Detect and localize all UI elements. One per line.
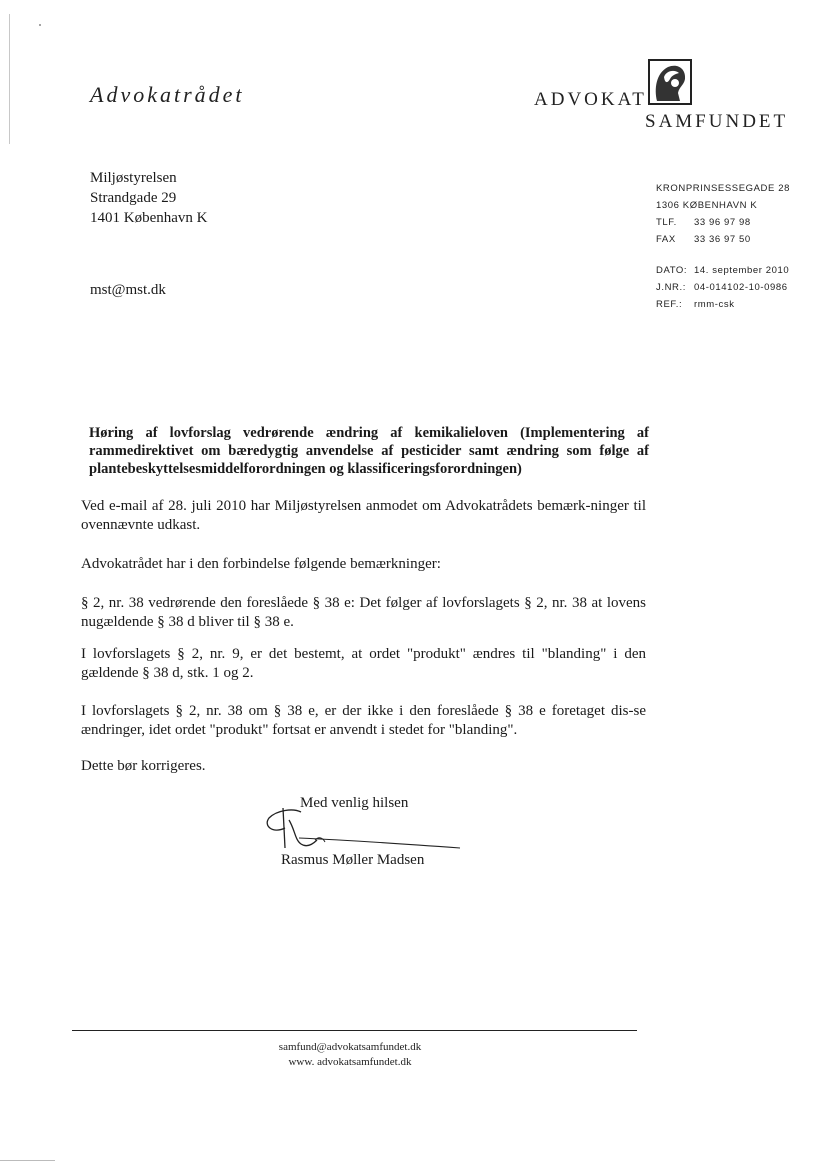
- scan-bottom-mark: [0, 1160, 55, 1161]
- recipient-address: [90, 168, 207, 228]
- fax-value: 33 36 97 50: [694, 234, 751, 245]
- body-paragraph-6: Dette bør korrigeres.: [81, 758, 206, 774]
- fax-label: FAX: [656, 234, 676, 245]
- advokatraadet-brand: Advokatrådet: [90, 82, 245, 107]
- sender-contact-block: [656, 180, 790, 313]
- footer-divider: [72, 1030, 637, 1031]
- body-paragraph-3: § 2, nr. 38 vedrørende den foreslåede § 38 e: Det følger af lovforslagets § 2, nr. 38 at lovens nugældende § 38 d bliver til § 38 e.: [81, 595, 646, 630]
- footer-email: samfund@advokatsamfundet.dk: [278, 1041, 422, 1053]
- tlf-value: 33 96 97 98: [694, 217, 751, 228]
- body-paragraph-5: I lovforslagets § 2, nr. 38 om § 38 e, er der ikke i den foreslåede § 38 e foretaget dis-se ændringer, idet ordet "produkt" fortsat er anvendt i stedet for "blanding".: [81, 703, 646, 738]
- body-paragraph-4: I lovforslagets § 2, nr. 9, er det bestemt, at ordet "produkt" ændres til "blanding" i den gældende § 38 d, stk. 1 og 2.: [81, 646, 646, 681]
- scan-edge-mark: [9, 14, 10, 144]
- letter-subject: Høring af lovforslag vedrørende ændring af kemikalieloven (Implementering af rammedirektivet om bæredygtig anvendelse af pesticider samt ændring som følge af plantebeskyttelsesmiddelforordningen og klassificeringsforordningen): [89, 425, 649, 477]
- logo-text-advokat: ADVOKAT: [534, 89, 647, 110]
- tlf-label: TLF.: [656, 217, 677, 228]
- recipient-street: Strandgade 29: [90, 190, 177, 206]
- footer-web: www. advokatsamfundet.dk: [288, 1056, 412, 1068]
- jnr-row: [656, 279, 790, 296]
- advokatsamfundet-logo-icon: [648, 59, 692, 105]
- logo-text-samfundet: SAMFUNDET: [645, 111, 789, 132]
- recipient-city: 1401 København K: [90, 210, 208, 226]
- handwritten-signature: [255, 800, 465, 860]
- dato-value: 14. september 2010: [694, 265, 790, 276]
- recipient-email: mst@mst.dk: [90, 282, 166, 298]
- ref-value: rmm-csk: [694, 299, 735, 310]
- ref-row: [656, 296, 790, 313]
- body-paragraph-2: Advokatrådet har i den forbindelse følgende bemærkninger:: [81, 556, 441, 572]
- body-paragraph-1: Ved e-mail af 28. juli 2010 har Miljøstyrelsen anmodet om Advokatrådets bemærk-ninger til ovennævnte udkast.: [81, 498, 646, 533]
- closing-greeting: Med venlig hilsen: [300, 795, 409, 811]
- ref-label: REF.:: [656, 299, 683, 310]
- tlf-row: [656, 214, 790, 231]
- sender-address-line2: 1306 KØBENHAVN K: [656, 200, 758, 211]
- signer-name: Rasmus Møller Madsen: [281, 852, 425, 868]
- recipient-name: Miljøstyrelsen: [90, 170, 177, 186]
- jnr-value: 04-014102-10-0986: [694, 282, 788, 293]
- dato-row: [656, 262, 790, 279]
- dato-label: DATO:: [656, 265, 688, 276]
- sender-address-line1: KRONPRINSESSEGADE 28: [656, 183, 790, 194]
- footer: [200, 1040, 500, 1070]
- fax-row: [656, 231, 790, 248]
- jnr-label: J.NR.:: [656, 282, 686, 293]
- scan-speck: [39, 24, 41, 26]
